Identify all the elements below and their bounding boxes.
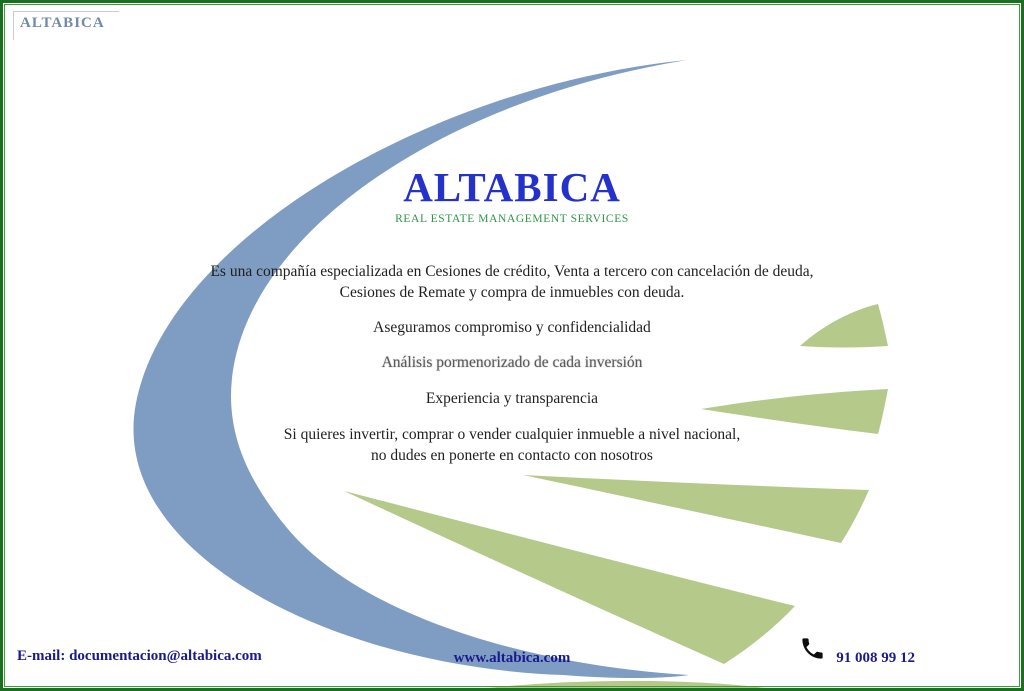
logo-box [13, 11, 119, 40]
paragraph-analysis [3, 352, 1021, 373]
paragraph-line: Cesiones de Remate y compra de inmuebles con deuda. [339, 284, 685, 301]
paragraph-line: no dudes en ponerte en contacto con nosotros [371, 447, 653, 464]
phone-handset-icon [799, 635, 826, 662]
paragraph-contact-invite [3, 424, 1021, 466]
footer-phone [799, 637, 915, 667]
footer-email-link[interactable]: E-mail: documentacion@altabica.com [17, 648, 262, 664]
footer-website-link[interactable]: www.altabica.com [453, 650, 571, 666]
paragraph-line: Aseguramos compromiso y confidencialidad [373, 319, 651, 336]
leaf-ray-third-icon [523, 475, 869, 543]
page-title: ALTABICA [403, 164, 621, 210]
paragraph-commitment [3, 317, 1021, 338]
logo-text: ALTABICA [20, 15, 105, 31]
footer-phone-number: 91 008 99 12 [836, 650, 915, 666]
background-artwork [3, 3, 1024, 691]
paragraph-line: Análisis pormenorizado de cada inversión [381, 354, 643, 371]
bottom-green-swoosh [433, 681, 809, 691]
paragraph-line: Si quieres invertir, comprar o vender cualquier inmueble a nivel nacional, [283, 426, 741, 443]
page-subtitle: REAL ESTATE MANAGEMENT SERVICES [395, 213, 629, 225]
paragraph-line: Es una compañía especializada en Cesiones de crédito, Venta a tercero con cancelación de deuda, [210, 263, 814, 280]
paragraph-line: Experiencia y transparencia [425, 390, 599, 407]
paragraph-experience [3, 388, 1021, 409]
paragraph-company-intro [3, 261, 1021, 303]
